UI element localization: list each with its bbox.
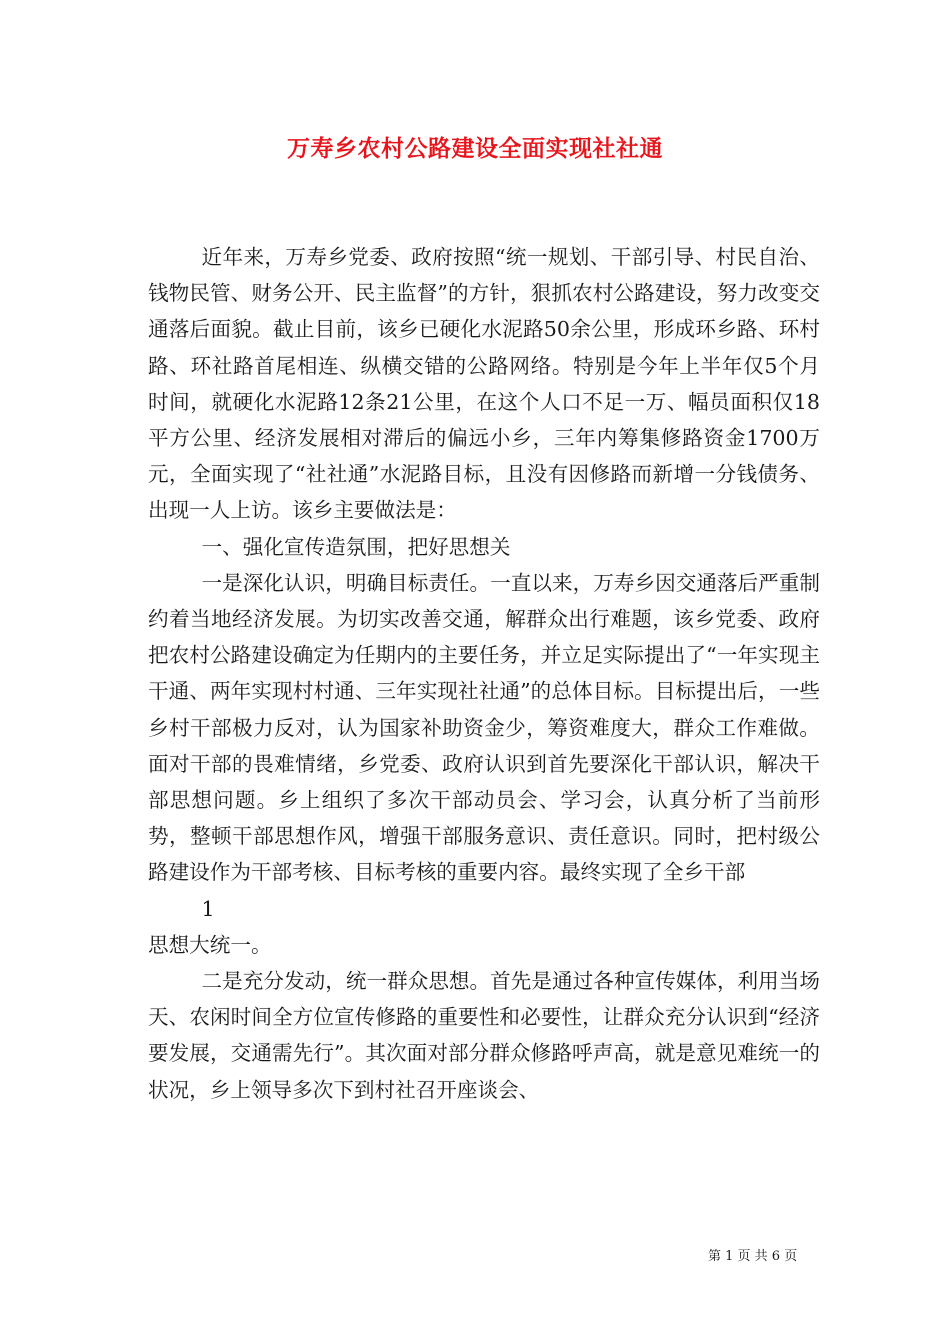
document-title: 万寿乡农村公路建设全面实现社社通 — [287, 135, 663, 162]
paragraph-point-2: 二是充分发动，统一群众思想。首先是通过各种宣传媒体，利用当场天、农闲时间全方位宣传修路的重要性和必要性，让群众充分认识到“经济要发展，交通需先行”。其次面对部分群众修路呼声高，就是意见难统一的状况，乡上领导多次下到村社召开座谈会、 — [148, 969, 820, 1102]
inline-page-number: 1 — [201, 896, 215, 921]
page-footer: 第 1 页 共 6 页 — [708, 1249, 798, 1264]
paragraph-point-1: 一是深化认识，明确目标责任。一直以来，万寿乡因交通落后严重制约着当地经济发展。为切实改善交通，解群众出行难题，该乡党委、政府把农村公路建设确定为任期内的主要任务，并立足实际提出了“一年实现主干通、两年实现村村通、三年实现社社通”的总体目标。目标提出后，一些乡村干部极力反对，认为国家补助资金少，筹资难度大，群众工作难做。面对干部的畏难情绪，乡党委、政府认识到首先要深化干部认识，解决干部思想问题。乡上组织了多次干部动员会、学习会，认真分析了当前形势，整顿干部思想作风，增强干部服务意识、责任意识。同时，把村级公路建设作为干部考核、目标考核的重要内容。最终实现了全乡干部 — [148, 570, 820, 885]
paragraph-continuation: 思想大统一。 — [148, 932, 272, 957]
document-body — [148, 239, 820, 1108]
section-heading-1: 一、强化宣传造氛围，把好思想关 — [201, 534, 511, 559]
paragraph-intro: 近年来，万寿乡党委、政府按照“统一规划、干部引导、村民自治、钱物民管、财务公开、民主监督”的方针，狠抓农村公路建设，努力改变交通落后面貌。截止目前，该乡已硬化水泥路50余公里，形成环乡路、环村路、环社路首尾相连、纵横交错的公路网络。特别是今年上半年仅5个月时间，就硬化水泥路12条21公里，在这个人口不足一万、幅员面积仅18平方公里、经济发展相对滞后的偏远小乡，三年内筹集修路资金1700万元，全面实现了“社社通”水泥路目标，且没有因修路而新增一分钱债务、出现一人上访。该乡主要做法是： — [148, 245, 820, 523]
